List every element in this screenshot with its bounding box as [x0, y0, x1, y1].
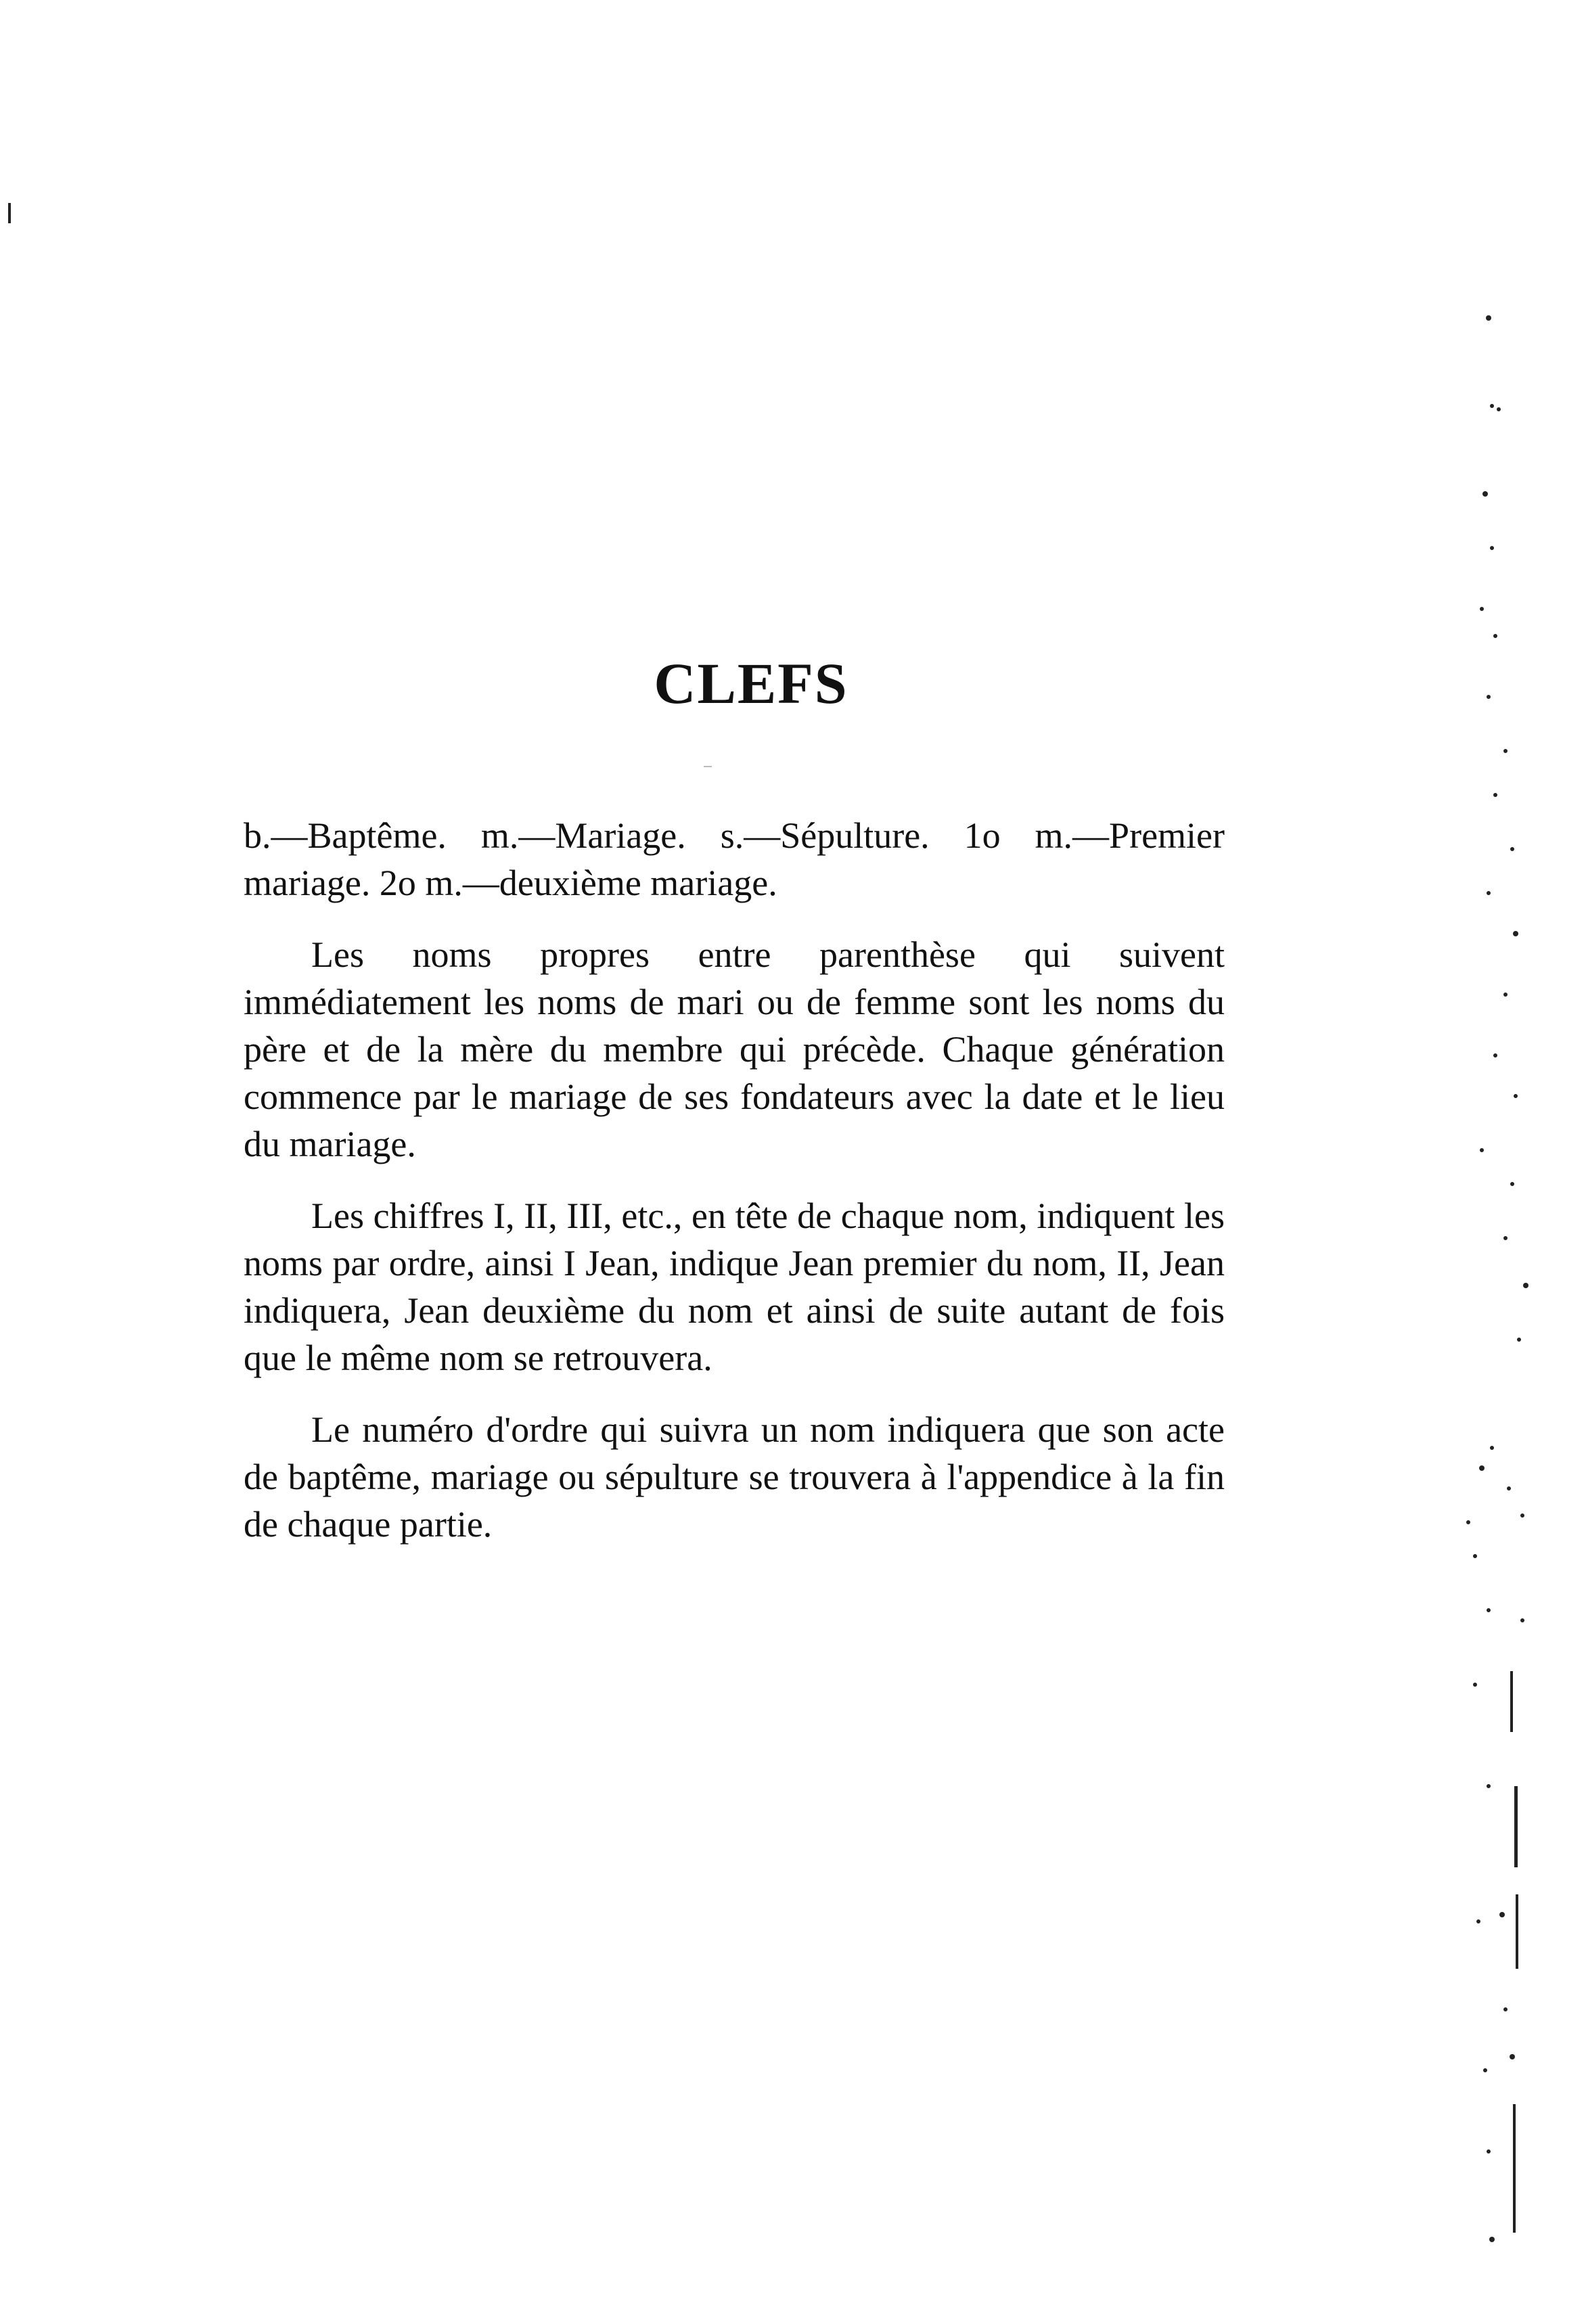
- paragraph-parentheses: Les noms propres entre parenthèse qui suivent immédiatement les noms de mari ou de femme sont les noms du père et de la mère du membre qui précède. Chaque génération commence par le mariage de ses fondateurs avec la date et le lieu du mariage.: [244, 934, 1225, 1164]
- paragraph-roman-numerals: Les chiffres I, II, III, etc., en tête de chaque nom, indiquent les noms par ordre, ainsi I Jean, indique Jean premier du nom, II, Jean indiquera, Jean deuxième du nom et ainsi de suite autant de fois que le même nom se retrouvera.: [244, 1195, 1225, 1378]
- body-text: [244, 812, 1225, 1572]
- title-divider: [704, 766, 712, 767]
- page-title: CLEFS: [654, 651, 848, 716]
- paragraph-order-number: Le numéro d'ordre qui suivra un nom indiquera que son acte de baptême, mariage ou sépulture se trouvera à l'appendice à la fin de chaque partie.: [244, 1409, 1225, 1545]
- paragraph-abbreviations: b.—Baptême. m.—Mariage. s.—Sépulture. 1o m.—Premier mariage. 2o m.—deuxième mariage.: [244, 815, 1225, 903]
